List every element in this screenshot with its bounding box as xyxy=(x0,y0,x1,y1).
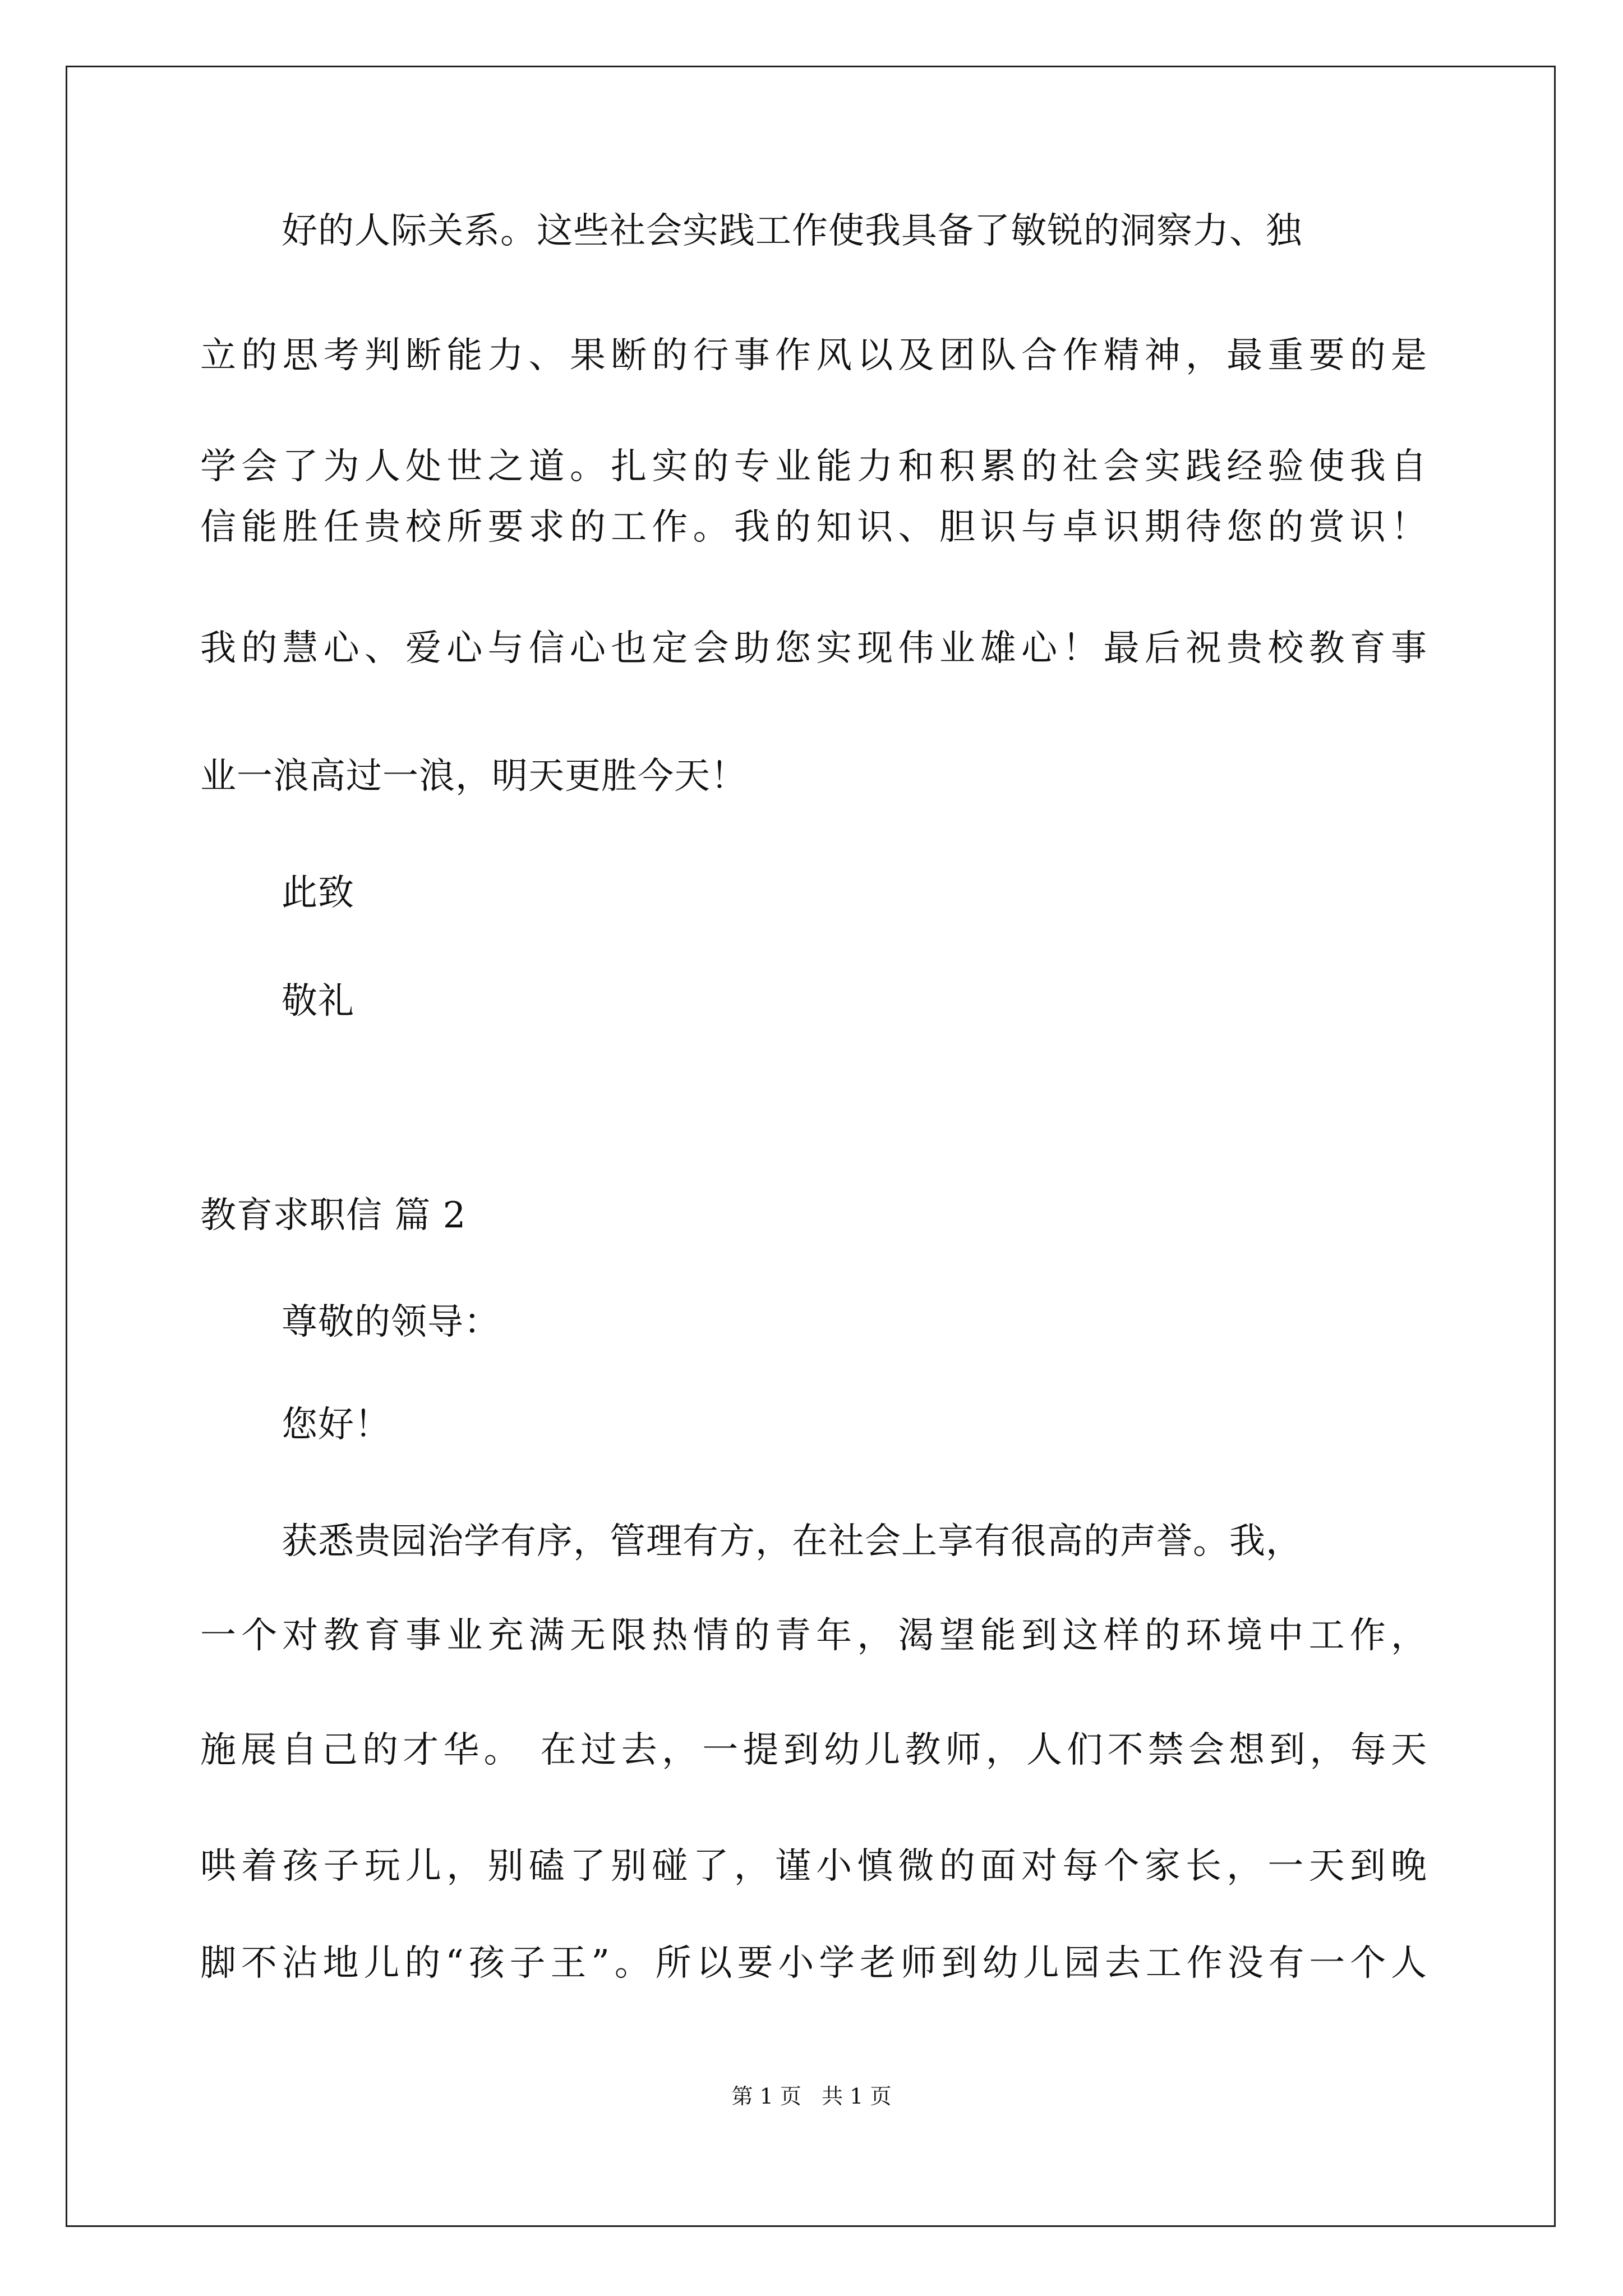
greeting-salutation: 尊敬的领导： xyxy=(282,1301,500,1343)
greeting-hello: 您好！ xyxy=(282,1404,391,1446)
section-heading: 教育求职信 篇 2 xyxy=(200,1195,467,1236)
paragraph-2-line-2: 一个对教育事业充满无限热情的青年，渴望能到这样的环境中工作， xyxy=(200,1615,1427,1657)
paragraph-1-line-6: 业一浪高过一浪，明天更胜今天！ xyxy=(200,756,747,797)
paragraph-2-line-4: 哄着孩子玩儿，别磕了别碰了，谨小慎微的面对每个家长，一天到晚 xyxy=(200,1846,1427,1887)
paragraph-1-line-2: 立的思考判断能力、果断的行事作风以及团队合作精神，最重要的是 xyxy=(200,335,1427,376)
paragraph-1-line-1: 好的人际关系。这些社会实践工作使我具备了敏锐的洞察力、独 xyxy=(282,210,1302,252)
paragraph-1-line-3: 学会了为人处世之道。扎实的专业能力和积累的社会实践经验使我自 xyxy=(200,446,1427,487)
paragraph-1-line-5: 我的慧心、爱心与信心也定会助您实现伟业雄心！最后祝贵校教育事 xyxy=(200,628,1427,669)
paragraph-2-line-1: 获悉贵园治学有序，管理有方，在社会上享有很高的声誉。我， xyxy=(282,1521,1302,1562)
paragraph-2-line-5: 脚不沾地儿的“孩子王”。所以要小学老师到幼儿园去工作没有一个人 xyxy=(200,1943,1427,1984)
closing-regards: 敬礼 xyxy=(282,981,354,1022)
page-border xyxy=(66,66,1556,2227)
page-footer: 第 1 页 共 1 页 xyxy=(731,2084,892,2109)
paragraph-1-line-4: 信能胜任贵校所要求的工作。我的知识、胆识与卓识期待您的赏识！ xyxy=(200,507,1427,548)
closing-salutation: 此致 xyxy=(282,872,354,914)
paragraph-2-line-3: 施展自己的才华。 在过去，一提到幼儿教师，人们不禁会想到，每天 xyxy=(200,1729,1427,1771)
